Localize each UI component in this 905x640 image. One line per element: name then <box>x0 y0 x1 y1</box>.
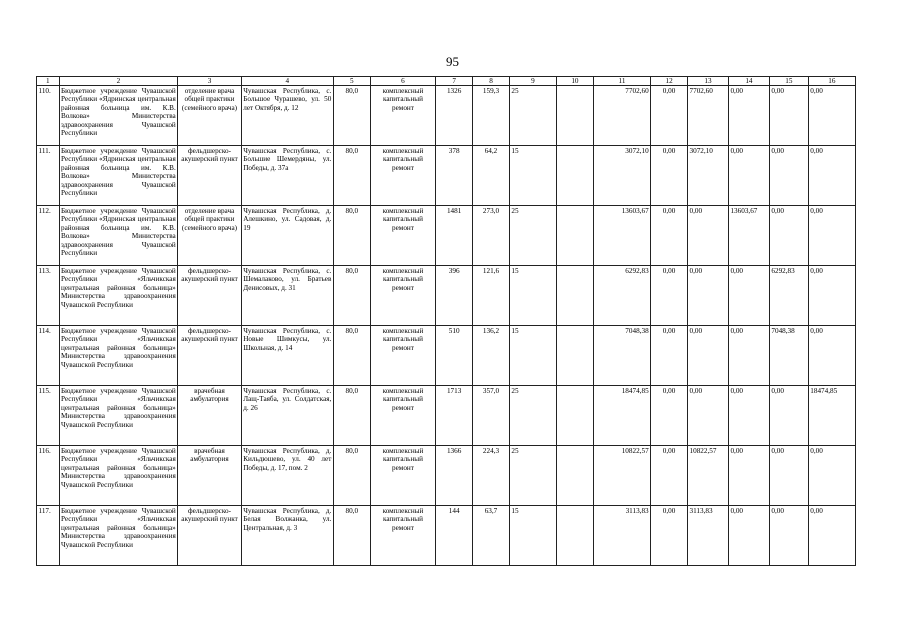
column-header-2: 2 <box>59 77 178 86</box>
table-cell: 0,00 <box>688 326 729 386</box>
table-cell: 0,00 <box>808 86 855 146</box>
column-header-1: 1 <box>37 77 60 86</box>
table-cell: 15 <box>509 146 556 206</box>
table-cell: 7702,60 <box>593 86 650 146</box>
table-cell: Бюджетное учреждение Чувашской Республики «Яльчикская центральная районная больница» Министерства здравоохранения Чувашской Республики <box>59 326 178 386</box>
table-cell: 378 <box>436 146 473 206</box>
table-cell: 80,0 <box>333 266 370 326</box>
table-cell: 396 <box>436 266 473 326</box>
table-cell <box>556 146 593 206</box>
table-cell: 15 <box>509 326 556 386</box>
data-table <box>36 76 856 566</box>
table-cell: 13603,67 <box>728 206 769 266</box>
table-cell: 111. <box>37 146 60 206</box>
table-cell: Бюджетное учреждение Чувашской Республики «Яльчикская центральная районная больница» Министерства здравоохранения Чувашской Республики <box>59 506 178 566</box>
table-cell: 80,0 <box>333 206 370 266</box>
table-cell: 6292,83 <box>593 266 650 326</box>
column-header-7: 7 <box>436 77 473 86</box>
table-cell: 0,00 <box>651 146 688 206</box>
column-header-8: 8 <box>473 77 510 86</box>
table-cell: 114. <box>37 326 60 386</box>
table-cell: 0,00 <box>688 386 729 446</box>
table-row <box>37 86 856 146</box>
page-number: 95 <box>446 54 459 69</box>
table-cell: 18474,85 <box>808 386 855 446</box>
table-cell: 0,00 <box>688 206 729 266</box>
table-cell: 510 <box>436 326 473 386</box>
column-header-10: 10 <box>556 77 593 86</box>
table-cell: комплексный капитальный ремонт <box>370 326 436 386</box>
column-header-5: 5 <box>333 77 370 86</box>
table-cell: комплексный капитальный ремонт <box>370 146 436 206</box>
table-cell: 3113,83 <box>593 506 650 566</box>
table-cell: 10822,57 <box>593 446 650 506</box>
table-cell: 80,0 <box>333 326 370 386</box>
table-cell: 25 <box>509 206 556 266</box>
table-cell: 0,00 <box>688 266 729 326</box>
table-cell: 110. <box>37 86 60 146</box>
table-cell <box>556 506 593 566</box>
table-row <box>37 386 856 446</box>
column-header-3: 3 <box>178 77 241 86</box>
table-cell: 0,00 <box>651 86 688 146</box>
table-cell: 7702,60 <box>688 86 729 146</box>
table-cell: Бюджетное учреждение Чувашской Республики «Ядринская центральная районная больница им. К.В. Волкова» Министерства здравоохранения Чувашской Республики <box>59 206 178 266</box>
table-cell: 25 <box>509 446 556 506</box>
column-header-16: 16 <box>808 77 855 86</box>
table-cell: 25 <box>509 86 556 146</box>
table-cell: 224,3 <box>473 446 510 506</box>
table-cell: 1366 <box>436 446 473 506</box>
table-cell: 13603,67 <box>593 206 650 266</box>
table-cell: врачебная амбулатория <box>178 386 241 446</box>
table-cell: врачебная амбулатория <box>178 446 241 506</box>
table-cell: 3072,10 <box>688 146 729 206</box>
table-cell: 0,00 <box>728 146 769 206</box>
table-cell: 115. <box>37 386 60 446</box>
column-header-13: 13 <box>688 77 729 86</box>
table-cell: 0,00 <box>769 386 808 446</box>
table-cell: Чувашская Республика, с. Большие Шемердяны, ул. Победы, д. 37а <box>241 146 333 206</box>
table-cell: 0,00 <box>728 386 769 446</box>
table-cell: 136,2 <box>473 326 510 386</box>
table-cell: 113. <box>37 266 60 326</box>
table-cell: 116. <box>37 446 60 506</box>
table-cell: 80,0 <box>333 146 370 206</box>
table-cell: 273,0 <box>473 206 510 266</box>
table-cell <box>556 206 593 266</box>
table-cell: 0,00 <box>728 506 769 566</box>
table-cell: 18474,85 <box>593 386 650 446</box>
table-cell: 0,00 <box>651 506 688 566</box>
table-cell: 0,00 <box>728 326 769 386</box>
table-cell: 15 <box>509 506 556 566</box>
table-cell: 0,00 <box>651 266 688 326</box>
table-cell: фельдшерско-акушерский пункт <box>178 506 241 566</box>
table-cell: 0,00 <box>808 326 855 386</box>
table-cell: комплексный капитальный ремонт <box>370 446 436 506</box>
table-row <box>37 506 856 566</box>
table-cell: фельдшерско-акушерский пункт <box>178 326 241 386</box>
column-header-14: 14 <box>728 77 769 86</box>
table-row <box>37 146 856 206</box>
table-cell: комплексный капитальный ремонт <box>370 386 436 446</box>
table-cell: 0,00 <box>728 266 769 326</box>
table-cell: 357,0 <box>473 386 510 446</box>
table-cell <box>556 266 593 326</box>
table-cell: фельдшерско-акушерский пункт <box>178 146 241 206</box>
table-cell: 80,0 <box>333 86 370 146</box>
table-cell: Бюджетное учреждение Чувашской Республики «Ядринская центральная районная больница им. К.В. Волкова» Министерства здравоохранения Чувашской Республики <box>59 146 178 206</box>
table-cell: 0,00 <box>769 146 808 206</box>
table-cell <box>556 446 593 506</box>
table-cell: отделение врача общей практики (семейного врача) <box>178 206 241 266</box>
table-row <box>37 446 856 506</box>
table-cell: 10822,57 <box>688 446 729 506</box>
table-cell: 3072,10 <box>593 146 650 206</box>
table-cell: 1326 <box>436 86 473 146</box>
column-header-15: 15 <box>769 77 808 86</box>
table-cell: 3113,83 <box>688 506 729 566</box>
table-cell <box>556 86 593 146</box>
table-cell: 121,6 <box>473 266 510 326</box>
table-cell: 1481 <box>436 206 473 266</box>
table-cell: 25 <box>509 386 556 446</box>
table-cell: комплексный капитальный ремонт <box>370 206 436 266</box>
table-cell: Чувашская Республика, д. Белая Волжанка, ул. Центральная, д. 3 <box>241 506 333 566</box>
table-cell: 0,00 <box>769 506 808 566</box>
table-cell: 0,00 <box>651 326 688 386</box>
table-cell: Бюджетное учреждение Чувашской Республики «Яльчикская центральная районная больница» Министерства здравоохранения Чувашской Республики <box>59 446 178 506</box>
table-cell: 0,00 <box>769 446 808 506</box>
column-header-12: 12 <box>651 77 688 86</box>
header-row <box>37 77 856 86</box>
table-cell: 0,00 <box>651 386 688 446</box>
table-cell: 144 <box>436 506 473 566</box>
table-cell: 80,0 <box>333 446 370 506</box>
table-cell: 0,00 <box>808 446 855 506</box>
table-cell: 112. <box>37 206 60 266</box>
table-cell: 0,00 <box>808 146 855 206</box>
table-cell: 7048,38 <box>593 326 650 386</box>
table-cell: Бюджетное учреждение Чувашской Республики «Ядринская центральная районная больница им. К.В. Волкова» Министерства здравоохранения Чувашской Республики <box>59 86 178 146</box>
table-cell: 63,7 <box>473 506 510 566</box>
table-cell: 7048,38 <box>769 326 808 386</box>
table-cell: 64,2 <box>473 146 510 206</box>
table-cell: Бюджетное учреждение Чувашской Республики «Яльчикская центральная районная больница» Министерства здравоохранения Чувашской Республики <box>59 386 178 446</box>
table-cell: 1713 <box>436 386 473 446</box>
table-row <box>37 266 856 326</box>
table-body <box>37 86 856 566</box>
table-cell: Чувашская Республика, с. Новые Шимкусы, ул. Школьная, д. 14 <box>241 326 333 386</box>
table-cell: Чувашская Республика, д. Алешкино, ул. Садовая, д. 19 <box>241 206 333 266</box>
table-cell: комплексный капитальный ремонт <box>370 506 436 566</box>
table-cell: 6292,83 <box>769 266 808 326</box>
table-cell: Чувашская Республика, д. Кильдюшево, ул. 40 лет Победы, д. 17, пом. 2 <box>241 446 333 506</box>
table-cell: 80,0 <box>333 506 370 566</box>
table-cell: фельдшерско-акушерский пункт <box>178 266 241 326</box>
table-cell: комплексный капитальный ремонт <box>370 266 436 326</box>
table-cell: отделение врача общей практики (семейного врача) <box>178 86 241 146</box>
table-cell: 0,00 <box>728 86 769 146</box>
table-row <box>37 326 856 386</box>
column-header-11: 11 <box>593 77 650 86</box>
table-cell: 0,00 <box>651 446 688 506</box>
table-cell: 0,00 <box>769 86 808 146</box>
table-cell: 0,00 <box>808 506 855 566</box>
table-cell: 117. <box>37 506 60 566</box>
table-cell: 0,00 <box>808 266 855 326</box>
table-row <box>37 206 856 266</box>
column-header-6: 6 <box>370 77 436 86</box>
table-cell: 80,0 <box>333 386 370 446</box>
table-cell: Чувашская Республика, с. Шемалаково, ул. Братьев Денисовых, д. 31 <box>241 266 333 326</box>
table-cell: 0,00 <box>769 206 808 266</box>
column-header-4: 4 <box>241 77 333 86</box>
table-cell: 0,00 <box>651 206 688 266</box>
table-cell: комплексный капитальный ремонт <box>370 86 436 146</box>
table-cell: Бюджетное учреждение Чувашской Республики «Яльчикская центральная районная больница» Министерства здравоохранения Чувашской Республики <box>59 266 178 326</box>
table-cell <box>556 386 593 446</box>
table-cell: Чувашская Республика, с. Большое Чурашево, ул. 50 лет Октября, д. 12 <box>241 86 333 146</box>
table-cell: 15 <box>509 266 556 326</box>
table-cell: 0,00 <box>728 446 769 506</box>
table-cell: Чувашская Республика, с. Лащ-Таяба, ул. Солдатская, д. 26 <box>241 386 333 446</box>
table-cell: 0,00 <box>808 206 855 266</box>
table-cell: 159,3 <box>473 86 510 146</box>
column-header-9: 9 <box>509 77 556 86</box>
table-cell <box>556 326 593 386</box>
